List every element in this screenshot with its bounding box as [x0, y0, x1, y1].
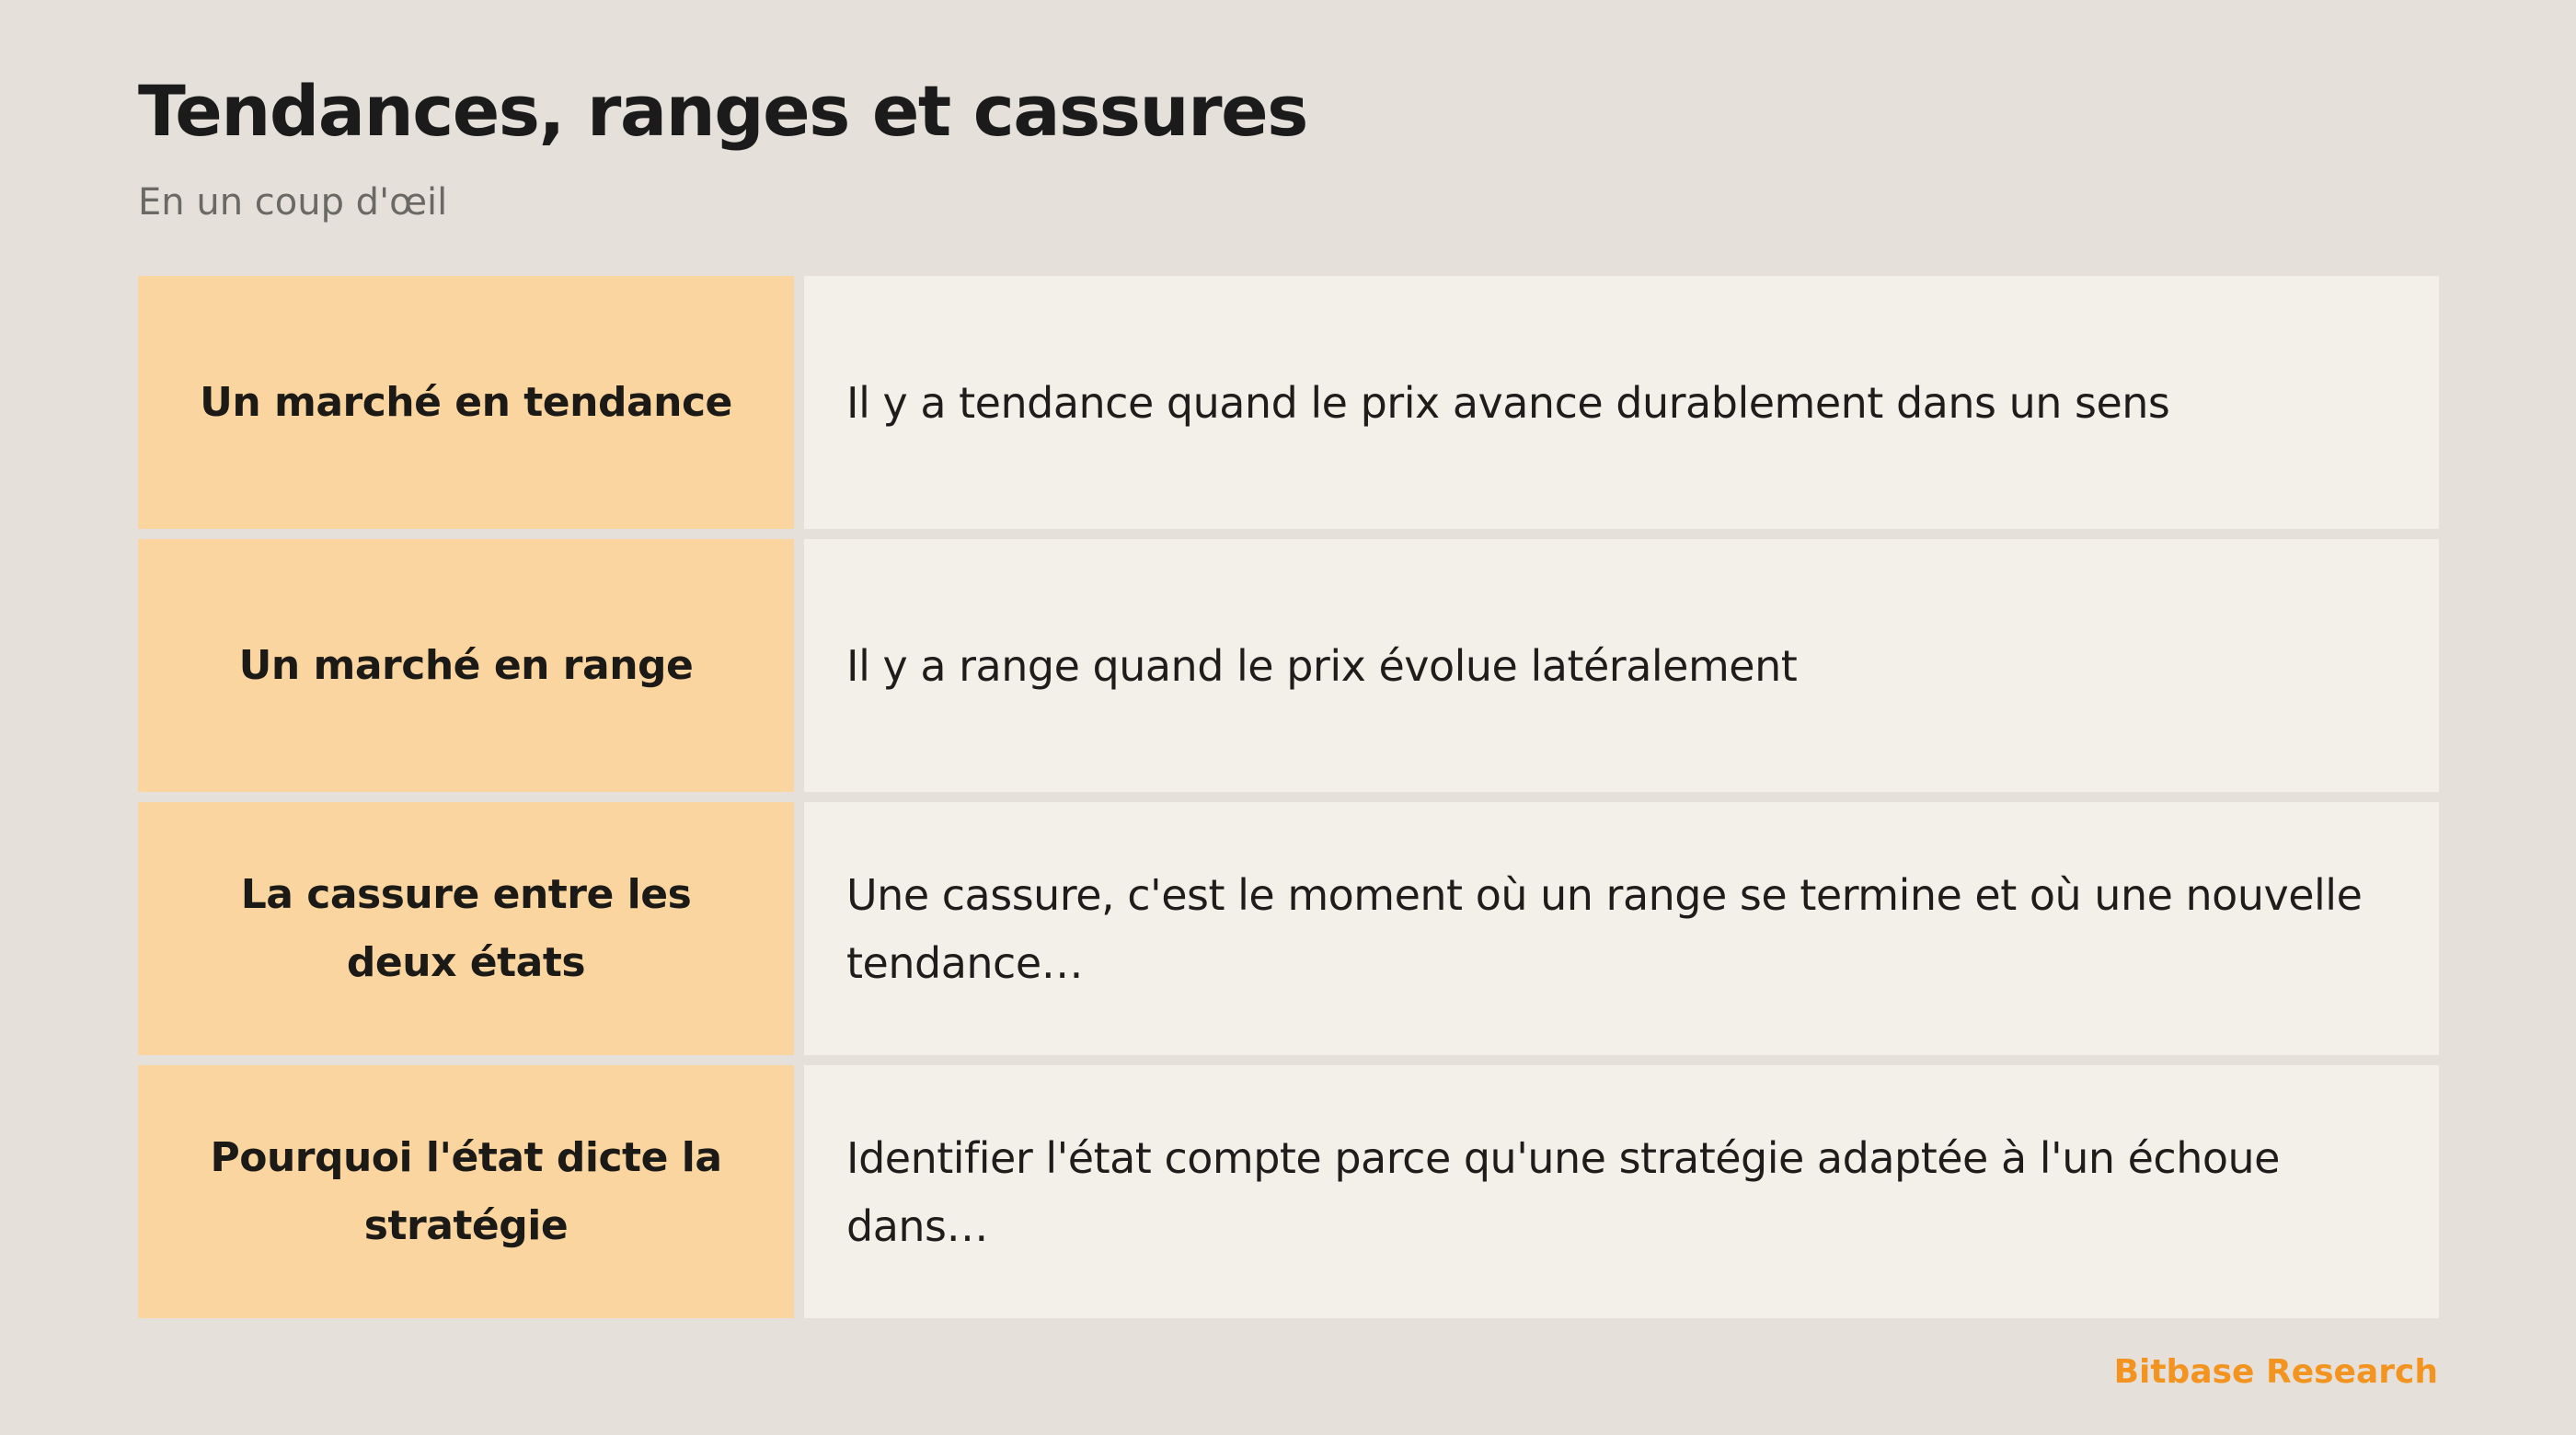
row-label: Un marché en range	[238, 641, 694, 689]
row-label: La cassure entre les deux états	[240, 870, 692, 986]
row-text-cell	[804, 276, 2439, 529]
row-text: Une cassure, c'est le moment où un range se termine et où une nouvelle tendance…	[846, 869, 2363, 988]
page-subtitle: En un coup d'œil	[138, 181, 448, 224]
row-label: Pourquoi l'état dicte la stratégie	[210, 1133, 722, 1249]
table-row	[138, 802, 2439, 1055]
row-label-cell	[138, 802, 794, 1055]
row-text-cell	[804, 539, 2439, 792]
table-row	[138, 276, 2439, 529]
summary-table	[138, 276, 2439, 1318]
row-text: Il y a tendance quand le prix avance durablement dans un sens	[846, 377, 2170, 428]
row-text: Il y a range quand le prix évolue latéralement	[846, 640, 1798, 691]
row-label-cell	[138, 539, 794, 792]
row-label-cell	[138, 276, 794, 529]
row-text: Identifier l'état compte parce qu'une stratégie adaptée à l'un échoue dans…	[846, 1132, 2280, 1251]
row-text-cell	[804, 1065, 2439, 1318]
row-label: Un marché en tendance	[200, 378, 732, 426]
brand-label: Bitbase Research	[2113, 1353, 2438, 1391]
page-title: Tendances, ranges et cassures	[138, 70, 1307, 152]
table-row	[138, 1065, 2439, 1318]
row-label-cell	[138, 1065, 794, 1318]
row-text-cell	[804, 802, 2439, 1055]
table-row	[138, 539, 2439, 792]
